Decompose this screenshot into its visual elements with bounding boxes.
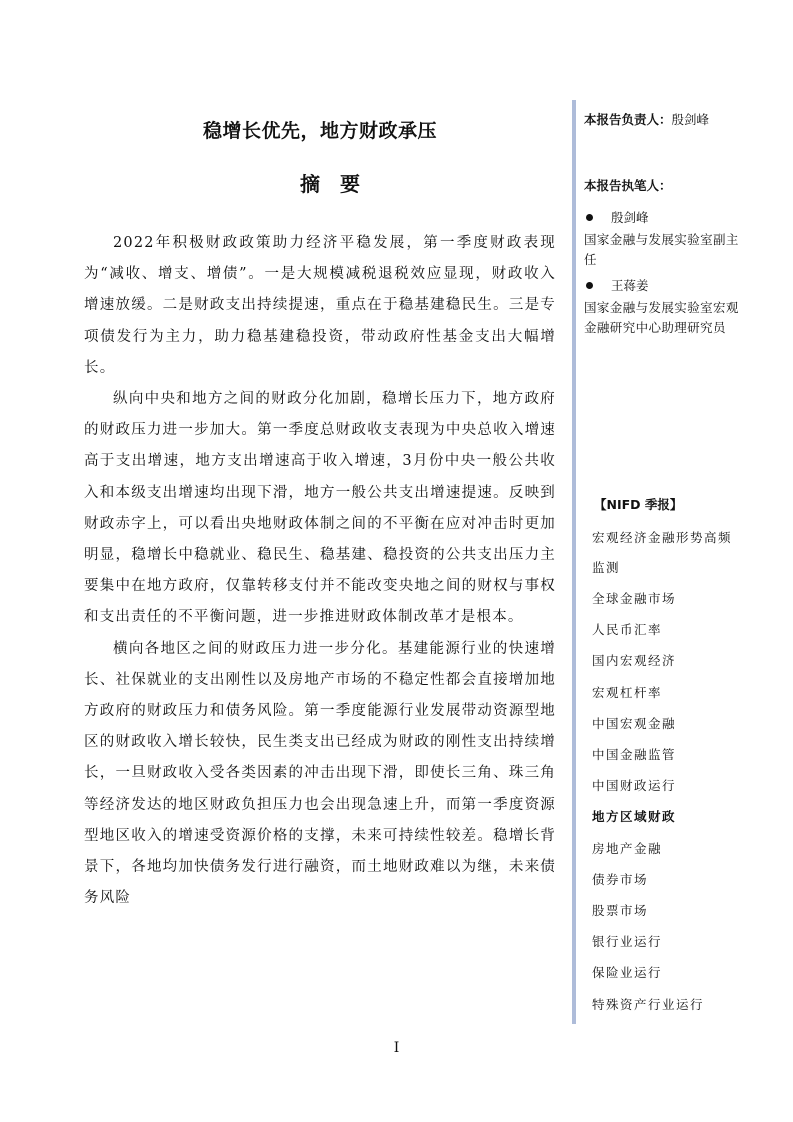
series-item-real-estate-finance[interactable]: 房地产金融 [592, 840, 663, 856]
series-item-financial-regulation[interactable]: 中国金融监管 [592, 747, 677, 763]
abstract-body [84, 228, 556, 914]
bullet-icon [586, 214, 593, 221]
responsible-label: 本报告负责人： [584, 112, 672, 127]
abstract-paragraph-3: 横向各地区之间的财政压力进一步分化。基建能源行业的快速增长、社保就业的支出刚性以及房地产市场的不稳定性都会直接增加地方政府的财政压力和债务风险。第一季度能源行业发展带动资源型地区的财政收入增长较快，民生类支出已经成为财政的刚性支出持续增长，一旦财政收入受各类因素的冲击出现下滑，即使长三角、珠三角等经济发达的地区财政负担压力也会出现急速上升，而第一季度资源型地区收入的增速受资源价格的支撑，未来可持续性较差。稳增长背景下，各地均加快债务发行进行融资，而土地财政难以为继，未来债务风险 [84, 640, 556, 907]
writer-name: 殷剑峰 [611, 210, 649, 225]
report-title: 稳增长优先，地方财政承压 [202, 120, 437, 142]
writer-name-row [584, 276, 744, 294]
series-item-stock-market[interactable]: 股票市场 [592, 903, 649, 919]
page-number: I [393, 1040, 400, 1056]
series-item-insurance[interactable]: 保险业运行 [592, 965, 663, 981]
series-item-bond-market[interactable]: 债券市场 [592, 871, 649, 887]
series-item-global-markets[interactable]: 全球金融市场 [592, 591, 677, 606]
writer-name: 王蒋姜 [611, 278, 649, 293]
series-item-banking[interactable]: 银行业运行 [592, 934, 663, 950]
series-item-macro-finance[interactable]: 中国宏观金融 [592, 715, 677, 731]
writer-entry [584, 276, 744, 338]
abstract-paragraph-1: 2022年积极财政政策助力经济平稳发展，第一季度财政表现为“减收、增支、增债”。一是大规模减税退税效应显现，财政收入增速放缓。二是财政支出持续提速，重点在于稳基建稳民生。三是专项债发行为主力，助力稳基建稳投资，带动政府性基金支出大幅增长。 [84, 235, 556, 376]
responsible-name: 殷剑峰 [671, 112, 710, 127]
writer-title: 国家金融与发展实验室副主任 [584, 232, 739, 267]
responsible-person [584, 110, 709, 128]
writer-name-row [584, 208, 744, 226]
writer-entry [584, 208, 744, 270]
series-item-fiscal-operation[interactable]: 中国财政运行 [592, 778, 677, 794]
writers-section [584, 176, 744, 338]
sidebar-divider [572, 100, 576, 1024]
writer-title: 国家金融与发展实验室宏观金融研究中心助理研究员 [584, 300, 739, 335]
bullet-icon [586, 282, 593, 289]
series-item-rmb-exchange[interactable]: 人民币汇率 [592, 622, 663, 638]
series-item-local-fiscal[interactable]: 地方区域财政 [592, 809, 677, 825]
nifd-series-list [584, 495, 754, 1020]
abstract-heading: 摘 要 [300, 172, 360, 196]
writers-label: 本报告执笔人： [584, 178, 672, 193]
series-heading: 【NIFD 季报】 [594, 497, 683, 512]
abstract-paragraph-2: 纵向中央和地方之间的财政分化加剧，稳增长压力下，地方政府的财政压力进一步加大。第一季度总财政收支表现为中央总收入增速高于支出增速，地方支出增速高于收入增速，3月份中央一般公共收入和本级支出增速均出现下滑，地方一般公共支出增速提速。反映到财政赤字上，可以看出央地财政体制之间的不平衡在应对冲击时更加明显，稳增长中稳就业、稳民生、稳基建、稳投资的公共支出压力主要集中在地方政府，仅靠转移支付并不能改变央地之间的财权与事权和支出责任的不平衡问题，进一步推进财政体制改革才是根本。 [84, 391, 556, 626]
series-item-macro-monitoring[interactable]: 宏观经济金融形势高频监测 [592, 530, 733, 575]
series-item-domestic-macro[interactable]: 国内宏观经济 [592, 653, 677, 669]
series-item-macro-leverage[interactable]: 宏观杠杆率 [592, 684, 663, 700]
series-item-special-assets[interactable]: 特殊资产行业运行 [592, 996, 705, 1012]
